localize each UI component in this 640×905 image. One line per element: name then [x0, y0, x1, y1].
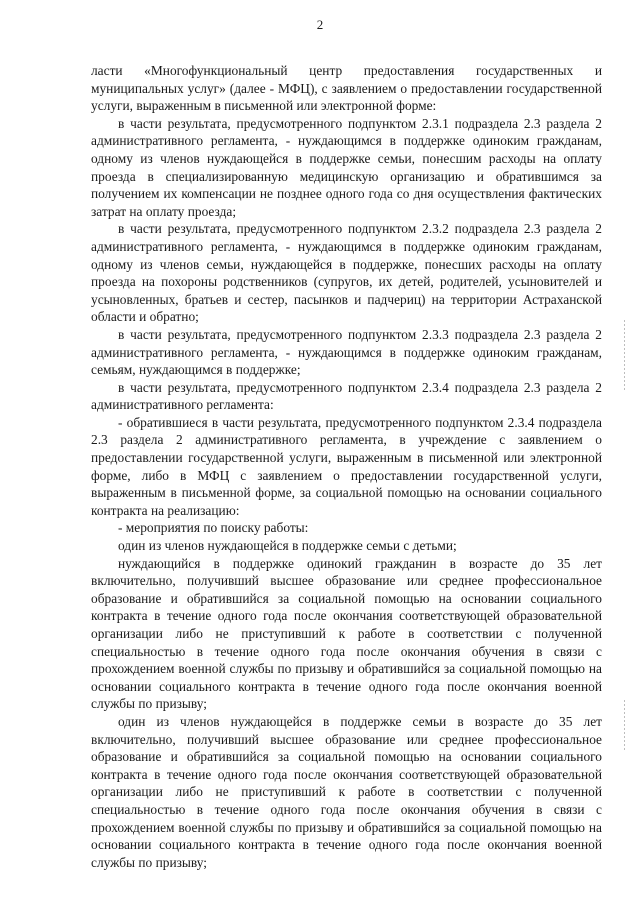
paragraph-subclause-2-3-1: в части результата, предусмотренного подпунктом 2.3.1 подраздела 2.3 раздела 2 административного регламента, - нуждающимся в поддержке одиноким гражданам, одному из членов нуждающейся в поддержке семьи, понесшим расходы на оплату проезда в специализированную медицинскую организацию и обратившимся за получением их компенсации не позднее одного года со дня осуществления фактических затрат на оплату проезда;	[91, 115, 602, 219]
paragraph-job-search: - мероприятия по поиску работы:	[118, 520, 309, 536]
scan-edge-mark	[624, 700, 625, 750]
scan-edge-mark	[624, 320, 625, 390]
paragraph-applicants: - обратившиеся в части результата, предусмотренного подпунктом 2.3.4 подраздела 2.3 раздела 2 административного регламента, в учреждение с заявлением о предоставлении государственной услуги, выраженным в письменной или электронной форме, либо в МФЦ с заявлением о предоставлении государственной услуги, выраженным в письменной форме, за социальной помощью на основании социального контракта на реализацию:	[91, 414, 602, 518]
page-number: 2	[316, 17, 324, 32]
paragraph-subclause-2-3-4: в части результата, предусмотренного подпунктом 2.3.4 подраздела 2.3 раздела 2 административного регламента:	[91, 379, 602, 413]
paragraph-continuation: ласти «Многофункциональный центр предоставления государственных и муниципальных услуг» (далее - МФЦ), с заявлением о предоставлении государственной услуги, выраженным в письменной или электронной форме:	[91, 63, 602, 114]
paragraph-single-citizen: нуждающийся в поддержке одинокий гражданин в возрасте до 35 лет включительно, получивший высшее образование или среднее профессиональное образование и обратившийся за социальной помощью на основании социального контракта в течение одного года после окончания соответствующей образовательной организации либо не приступивший к работе в соответствии с полученной специальностью в течение одного года после окончания обучения в связи с прохождением военной службы по призыву и обратившийся за социальной помощью на основании социального контракта в течение одного года после окончания военной службы по призыву;	[91, 555, 602, 712]
paragraph-family-member-under-35: один из членов нуждающейся в поддержке семьи в возрасте до 35 лет включительно, получивший высшее образование или среднее профессиональное образование и обратившийся за социальной помощью на основании социального контракта в течение одного года после окончания соответствующей образовательной организации либо не приступивший к работе в соответствии с полученной специальностью в течение одного года после окончания обучения в связи с прохождением военной службы по призыву и обратившийся за социальной помощью на основании социального контракта в течение одного года после окончания военной службы по призыву;	[91, 713, 602, 870]
paragraph-subclause-2-3-3: в части результата, предусмотренного подпунктом 2.3.3 подраздела 2.3 раздела 2 административного регламента, - нуждающимся в поддержке одиноким гражданам, семьям, нуждающимся в поддержке;	[91, 326, 602, 378]
paragraph-family-member: один из членов нуждающейся в поддержке семьи с детьми;	[118, 538, 457, 554]
paragraph-subclause-2-3-2: в части результата, предусмотренного подпунктом 2.3.2 подраздела 2.3 раздела 2 административного регламента, - нуждающимся в поддержке одиноким гражданам, одному из членов семьи, нуждающейся в поддержке, понесших расходы на оплату проезда на похороны родственников (супругов, их детей, родителей, усыновителей и усыновленных, братьев и сестер, пасынков и падчериц) на территории Астраханской области и обратно;	[91, 221, 602, 325]
document-body	[91, 62, 602, 871]
